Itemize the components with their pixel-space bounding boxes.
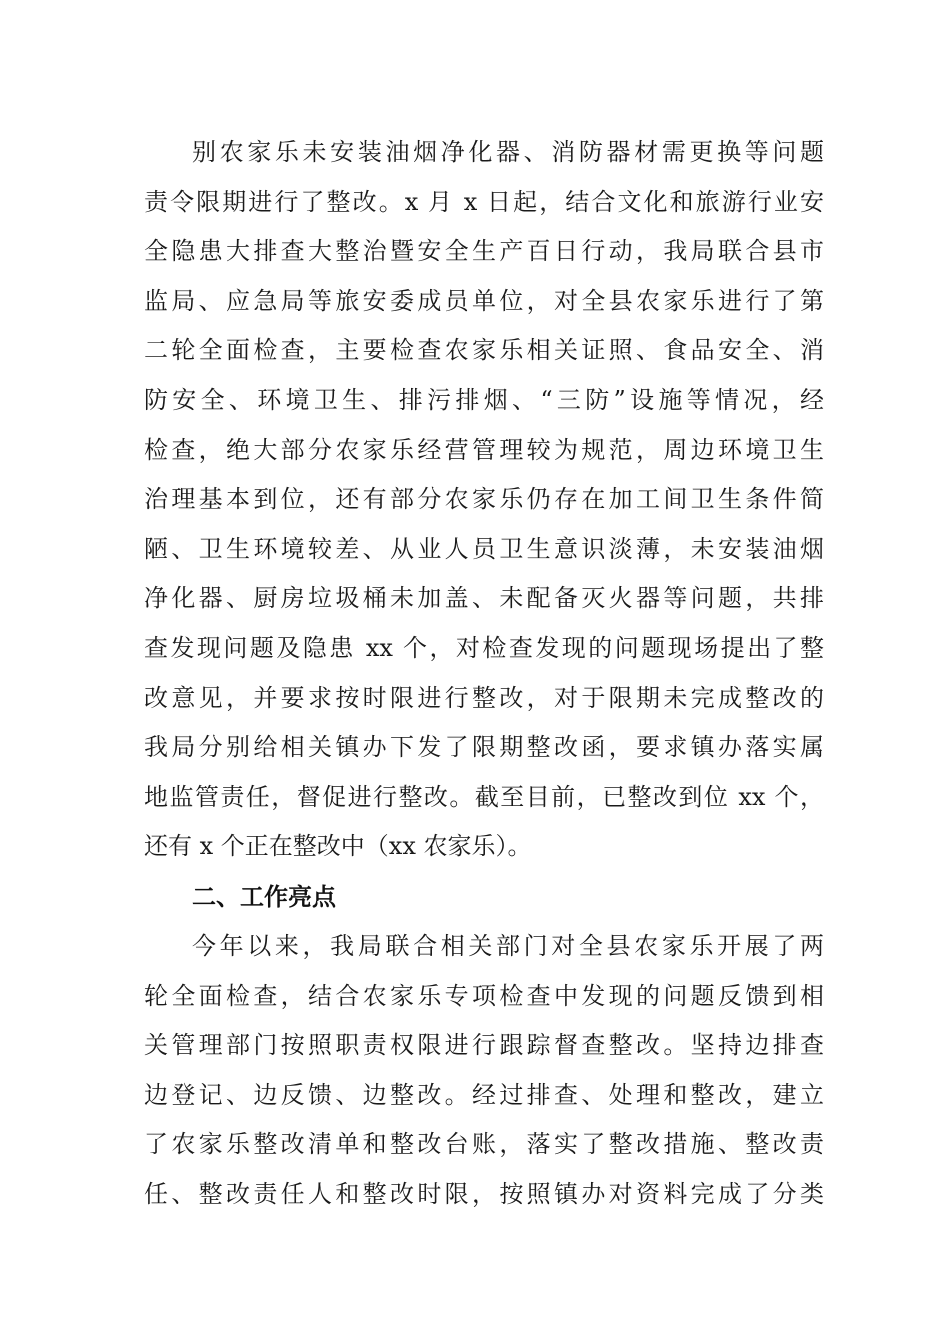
text-line: 改意见，并要求按时限进行整改，对于限期未完成整改的 [144,683,824,712]
text-line: 轮全面检查，结合农家乐专项检查中发现的问题反馈到相 [144,981,824,1010]
text-line: 查发现问题及隐患 xx 个，对检查发现的问题现场提出了整 [144,633,824,662]
text-line: 地监管责任，督促进行整改。截至目前，已整改到位 xx 个， [144,782,824,811]
text-line: 防安全、环境卫生、排污排烟、“三防”设施等情况，经 [144,385,824,414]
text-line: 监局、应急局等旅安委成员单位，对全县农家乐进行了第 [144,286,824,315]
text-line: 关管理部门按照职责权限进行跟踪督查整改。坚持边排查 [144,1031,824,1060]
text-line: 检查，绝大部分农家乐经营管理较为规范，周边环境卫生 [144,435,824,464]
paragraph-inspection-results [144,128,824,872]
text-line: 我局分别给相关镇办下发了限期整改函，要求镇办落实属 [144,733,824,762]
text-line: 净化器、厨房垃圾桶未加盖、未配备灭火器等问题，共排 [144,584,824,613]
text-line: 了农家乐整改清单和整改台账，落实了整改措施、整改责 [144,1130,824,1159]
text-line: 别农家乐未安装油烟净化器、消防器材需更换等问题 [192,138,824,166]
text-line: 今年以来，我局联合相关部门对全县农家乐开展了两 [192,932,824,960]
text-line: 二轮全面检查，主要检查农家乐相关证照、食品安全、消 [144,336,824,365]
text-line: 责令限期进行了整改。x 月 x 日起，结合文化和旅游行业安 [144,187,824,216]
text-line: 治理基本到位，还有部分农家乐仍存在加工间卫生条件简 [144,485,824,514]
text-line: 任、整改责任人和整改时限，按照镇办对资料完成了分类 [144,1179,824,1208]
text-line: 陋、卫生环境较差、从业人员卫生意识淡薄，未安装油烟 [144,534,824,563]
section-heading: 二、工作亮点 [192,883,336,911]
text-line: 边登记、边反馈、边整改。经过排查、处理和整改，建立 [144,1080,824,1109]
text-line: 全隐患大排查大整治暨安全生产百日行动，我局联合县市 [144,237,824,266]
text-line: 还有 x 个正在整改中（xx 农家乐）。 [144,832,532,861]
paragraph-work-highlights [144,922,824,1220]
